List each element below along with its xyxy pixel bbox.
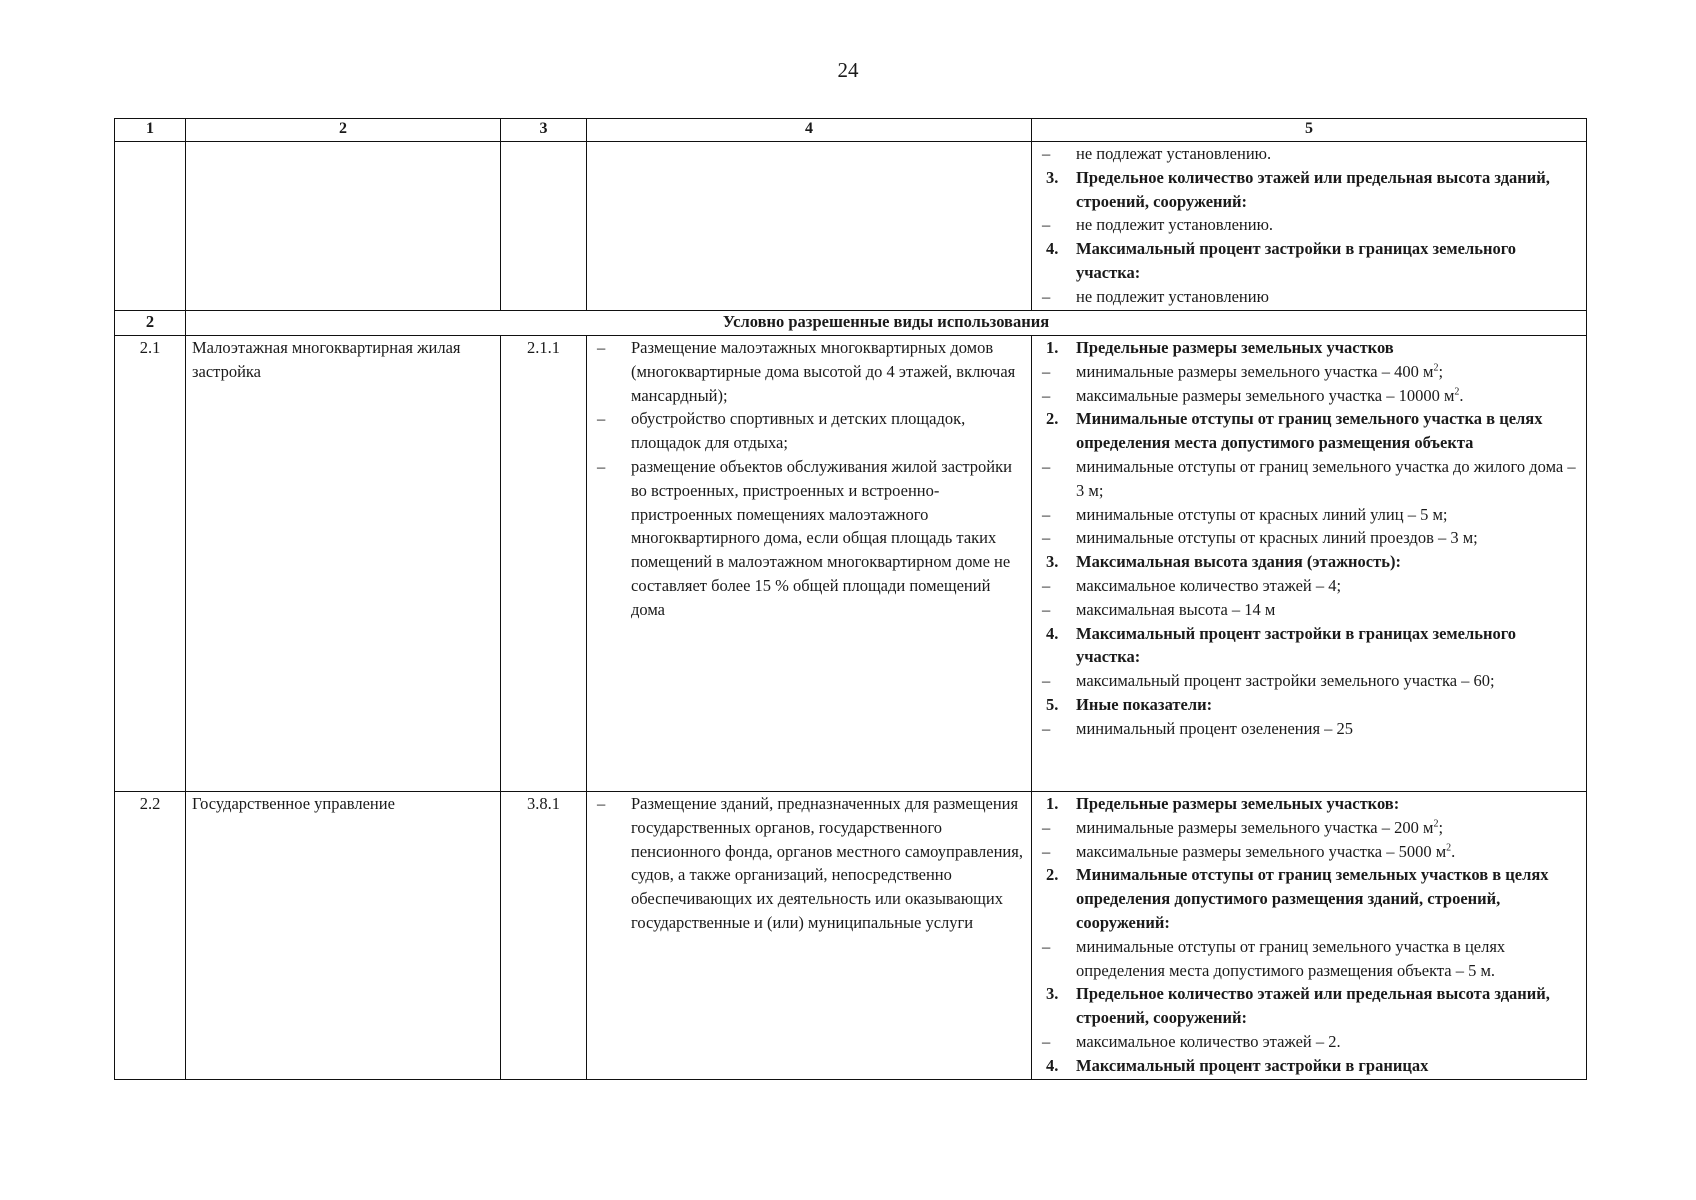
list-item: – не подлежит установлению. — [1038, 213, 1580, 237]
row-number: 2.1 — [115, 336, 186, 792]
list-item: – минимальные отступы от красных линий улиц – 5 м; — [1038, 503, 1580, 527]
list-item: – максимальное количество этажей – 4; — [1038, 574, 1580, 598]
requirement-heading: 4. Максимальный процент застройки в границах земельного участка: — [1046, 239, 1517, 282]
table-header-row — [115, 119, 1587, 142]
list-item: – минимальные отступы от красных линий проездов – 3 м; — [1038, 526, 1580, 550]
table-row-continuation — [115, 142, 1587, 311]
column-header: 1 — [115, 119, 186, 142]
page-number: 24 — [837, 58, 859, 82]
use-name: Малоэтажная многоквартирная жилая застройка — [186, 336, 501, 792]
requirement-heading: 5. Иные показатели: — [1046, 694, 1213, 714]
requirement-heading: 4. Максимальный процент застройки в границах земельного участка: — [1046, 623, 1517, 667]
requirement-heading: 3. Предельное количество этажей или предельная высота зданий, строений, сооружений: — [1046, 167, 1550, 211]
column-header: 5 — [1032, 119, 1587, 142]
list-item: – минимальные отступы от границ земельного участка в целях определения места допустимого размещения объекта – 5 м. — [1038, 935, 1580, 983]
requirement-heading: 1. Предельные размеры земельных участков — [1046, 338, 1394, 357]
requirement-heading: 3. Максимальная высота здания (этажность): — [1046, 552, 1401, 572]
list-item: – Размещение малоэтажных многоквартирных домов (многоквартирные дома высотой до 4 этажей, включая мансардный); — [593, 336, 1025, 407]
list-item: – минимальные размеры земельного участка – 200 $м^2$; — [1038, 816, 1580, 840]
list-item: – не подлежит установлению — [1038, 285, 1580, 309]
list-item: – минимальные отступы от границ земельного участка до жилого дома – 3 м; — [1038, 455, 1580, 503]
column-header: 3 — [501, 119, 587, 142]
use-requirements — [1032, 792, 1587, 1080]
list-item: – минимальные размеры земельного участка – 400 $м^2$; — [1038, 360, 1580, 384]
use-requirements — [1032, 336, 1587, 792]
list-item: – максимальное количество этажей – 2. — [1038, 1030, 1580, 1054]
regulations-table — [114, 118, 1587, 1080]
list-item: – максимальный процент застройки земельного участка – 60; — [1038, 669, 1580, 693]
use-code: 3.8.1 — [501, 792, 587, 1080]
list-item: – Размещение зданий, предназначенных для размещения государственных органов, государственного пенсионного фонда, органов местного самоуправления, судов, а также организаций, непосредственно обеспечивающих их деятельность или оказывающих государственные и (или) муниципальные услуги — [593, 792, 1025, 935]
column-header: 4 — [587, 119, 1032, 142]
list-item: – максимальная высота – 14 м — [1038, 598, 1580, 622]
section-row — [115, 311, 1587, 336]
table-row — [115, 792, 1587, 1080]
requirement-heading: 4. Максимальный процент застройки в границах — [1046, 1055, 1429, 1075]
section-number: 2 — [115, 311, 186, 336]
section-title: Условно разрешенные виды использования — [186, 311, 1587, 336]
row-number: 2.2 — [115, 792, 186, 1080]
continuation-requirements — [1032, 142, 1587, 311]
column-header: 2 — [186, 119, 501, 142]
use-name: Государственное управление — [186, 792, 501, 1080]
list-item: – не подлежат установлению. — [1038, 142, 1580, 166]
use-description — [587, 336, 1032, 792]
list-item: – обустройство спортивных и детских площадок, площадок для отдыха; — [593, 407, 1025, 455]
use-code: 2.1.1 — [501, 336, 587, 792]
list-item: – максимальные размеры земельного участка – 10000 $м^2$. — [1038, 384, 1580, 408]
list-item: – минимальный процент озеленения – 25 — [1038, 717, 1580, 741]
list-item: – максимальные размеры земельного участка – 5000 $м^2$. — [1038, 840, 1580, 864]
requirement-heading: 2. Минимальные отступы от границ земельного участка в целях определения места допустимого размещения объекта — [1046, 409, 1543, 453]
list-item: – размещение объектов обслуживания жилой застройки во встроенных, пристроенных и встроенно-пристроенных помещениях малоэтажного многоквартирного дома, если общая площадь таких помещений в малоэтажном многоквартирном доме не составляет более 15 % общей площади помещений дома — [593, 455, 1025, 622]
requirement-heading: 2. Минимальные отступы от границ земельных участков в целях определения допустимого размещения зданий, строений, сооружений: — [1046, 865, 1549, 932]
use-description — [587, 792, 1032, 1080]
requirement-heading: 3. Предельное количество этажей или предельная высота зданий, строений, сооружений: — [1046, 984, 1550, 1028]
table-row — [115, 336, 1587, 792]
requirement-heading: 1. Предельные размеры земельных участков: — [1046, 794, 1400, 813]
